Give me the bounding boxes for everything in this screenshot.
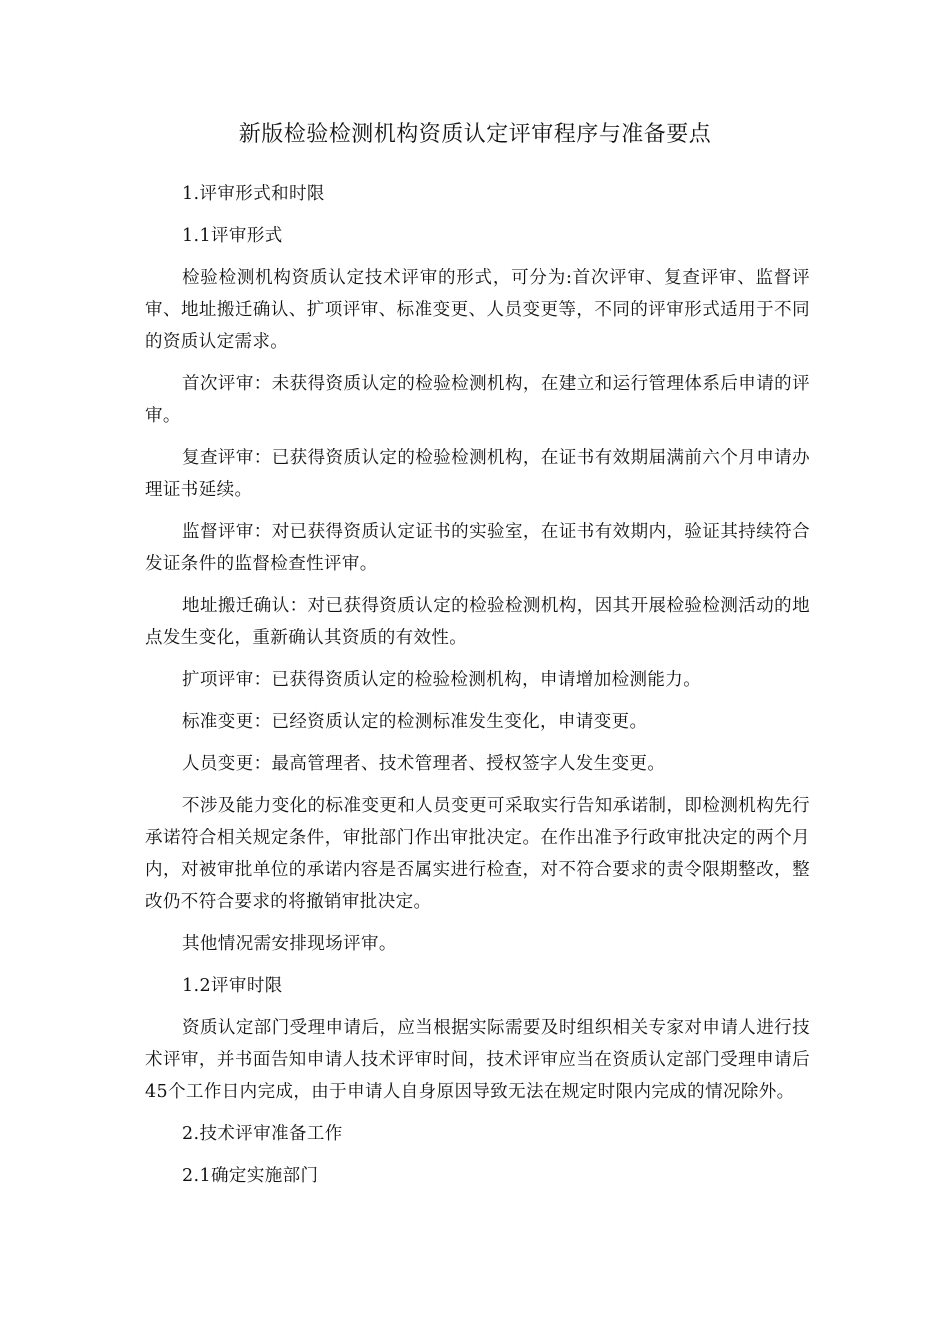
paragraph-onsite-review: 其他情况需安排现场评审。: [182, 934, 397, 954]
paragraph-re-review: 复查评审：已获得资质认定的检验检测机构，在证书有效期届满前六个月申请办理证书延续。: [145, 448, 810, 500]
paragraph-initial-review: 首次评审：未获得资质认定的检验检测机构，在建立和运行管理体系后申请的评审。: [145, 374, 810, 426]
document-title: 新版检验检测机构资质认定评审程序与准备要点: [238, 122, 712, 147]
paragraph-review-time-limit: 资质认定部门受理申请后，应当根据实际需要及时组织相关专家对申请人进行技术评审，并书面告知申请人技术评审时间，技术评审应当在资质认定部门受理申请后45个工作日内完成，由于申请人自身原因导致无法在规定时限内完成的情况除外。: [145, 1018, 810, 1102]
paragraph-standard-change: 标准变更：已经资质认定的检测标准发生变化，申请变更。: [182, 712, 648, 732]
section-heading-2: 2.技术评审准备工作: [182, 1124, 343, 1144]
document-body: [145, 178, 810, 1202]
paragraph-commitment-system: 不涉及能力变化的标准变更和人员变更可采取实行告知承诺制，即检测机构先行承诺符合相关规定条件，审批部门作出审批决定。在作出准予行政审批决定的两个月内，对被审批单位的承诺内容是否属实进行检查，对不符合要求的责令限期整改，整改仍不符合要求的将撤销审批决定。: [145, 796, 810, 912]
subsection-heading-1-2: 1.2评审时限: [182, 976, 283, 996]
subsection-heading-1-1: 1.1评审形式: [182, 226, 283, 246]
paragraph-scope-extension: 扩项评审：已获得资质认定的检验检测机构，申请增加检测能力。: [182, 670, 702, 690]
paragraph-supervision-review: 监督评审：对已获得资质认定证书的实验室，在证书有效期内，验证其持续符合发证条件的监督检查性评审。: [145, 522, 810, 574]
subsection-heading-2-1: 2.1确定实施部门: [182, 1166, 319, 1186]
paragraph-personnel-change: 人员变更：最高管理者、技术管理者、授权签字人发生变更。: [182, 754, 666, 774]
paragraph-relocation-confirmation: 地址搬迁确认：对已获得资质认定的检验检测机构，因其开展检验检测活动的地点发生变化，重新确认其资质的有效性。: [145, 596, 810, 648]
paragraph-review-forms: 检验检测机构资质认定技术评审的形式，可分为:首次评审、复查评审、监督评审、地址搬迁确认、扩项评审、标准变更、人员变更等，不同的评审形式适用于不同的资质认定需求。: [145, 268, 810, 352]
section-heading-1: 1.评审形式和时限: [182, 184, 325, 204]
